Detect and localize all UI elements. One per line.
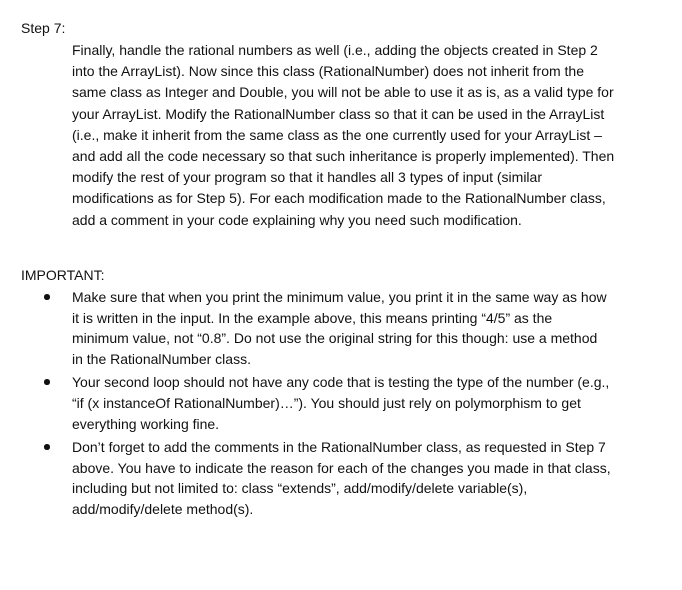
paragraph-line: (i.e., make it inherit from the same class as the one currently used for your ArrayList – — [72, 126, 602, 143]
paragraph-line: same class as Integer and Double, you will not be able to use it as is, as a valid type for — [72, 84, 614, 101]
important-heading: IMPORTANT: — [21, 267, 105, 283]
bullet-line: add/modify/delete method(s). — [72, 500, 254, 517]
bullet-text — [72, 287, 652, 369]
bullet-item — [0, 372, 682, 434]
step-paragraph — [72, 40, 642, 231]
bullet-line: Make sure that when you print the minimum value, you print it in the same way as how — [72, 289, 607, 305]
paragraph-line: add a comment in your code explaining why you need such modification. — [72, 211, 522, 228]
paragraph-line: your ArrayList. Modify the RationalNumber class so that it can be used in the ArrayList — [72, 105, 605, 122]
bullet-dot-icon — [44, 294, 50, 300]
bullet-text — [72, 372, 652, 434]
paragraph-line: modify the rest of your program so that it handles all 3 types of input (similar — [72, 169, 542, 186]
step-heading: Step 7: — [21, 20, 66, 36]
paragraph-line: and add all the code necessary so that such inheritance is properly implemented). Then — [72, 148, 615, 165]
bullet-line: Don’t forget to add the comments in the RationalNumber class, as requested in Step 7 — [72, 439, 606, 456]
bullet-line: in the RationalNumber class. — [72, 350, 251, 367]
important-bullet-list — [0, 287, 682, 523]
bullet-line: everything working fine. — [72, 415, 220, 432]
bullet-line: above. You have to indicate the reason for each of the changes you made in that class, — [72, 459, 611, 476]
paragraph-line: Finally, handle the rational numbers as well (i.e., adding the objects created in Step 2 — [72, 42, 598, 58]
bullet-line: including but not limited to: class “extends”, add/modify/delete variable(s), — [72, 480, 528, 497]
bullet-line: minimum value, not “0.8”. Do not use the original string for this though: use a method — [72, 330, 598, 347]
bullet-text — [72, 437, 652, 519]
bullet-dot-icon — [44, 379, 50, 385]
paragraph-line: into the ArrayList). Now since this class (RationalNumber) does not inherit from the — [72, 63, 584, 80]
bullet-line: “if (x instanceOf RationalNumber)…”). You should just rely on polymorphism to get — [72, 394, 581, 411]
bullet-line: it is written in the input. In the example above, this means printing “4/5” as the — [72, 309, 553, 326]
paragraph-line: modifications as for Step 5). For each modification made to the RationalNumber class, — [72, 190, 606, 207]
bullet-line: Your second loop should not have any code that is testing the type of the number (e.g., — [72, 374, 610, 391]
bullet-item — [0, 287, 682, 369]
bullet-item — [0, 437, 682, 519]
bullet-dot-icon — [44, 444, 50, 450]
